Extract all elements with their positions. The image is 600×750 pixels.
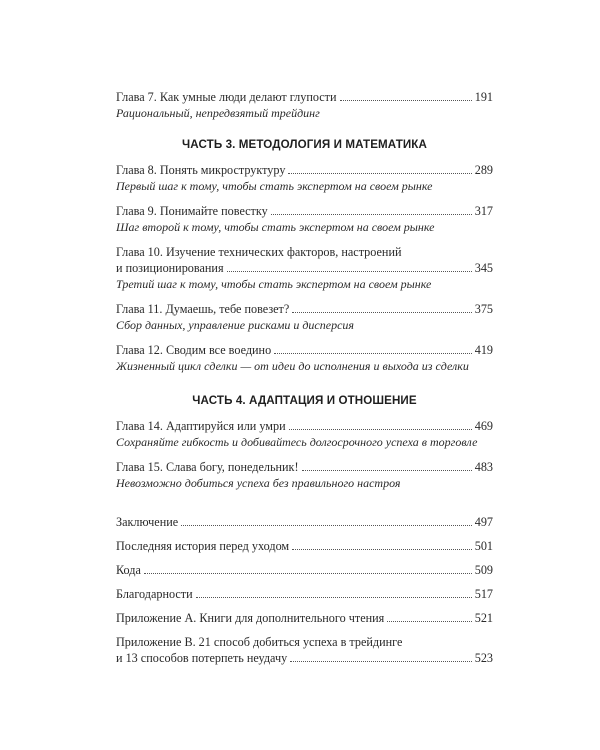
- leader-dots: [302, 469, 472, 471]
- entry-title: Последняя история перед уходом: [116, 539, 290, 553]
- toc-entry-chapter-12: [116, 342, 493, 374]
- page-number: 345: [474, 261, 493, 275]
- toc-entry-chapter-8: [116, 162, 493, 194]
- page-number: 521: [474, 611, 493, 625]
- chapter-title: Глава 15. Слава богу, понедельник!: [116, 460, 299, 474]
- chapter-subtitle: Невозможно добиться успеха без правильного настроя: [116, 476, 401, 490]
- entry-title: Кода: [116, 563, 141, 577]
- chapter-subtitle: Первый шаг к тому, чтобы стать экспертом на своем рынке: [116, 179, 433, 193]
- toc-entry-chapter-7: [116, 89, 493, 121]
- page-number: 483: [474, 460, 493, 474]
- entry-title: Заключение: [116, 515, 179, 529]
- leader-dots: [181, 524, 472, 526]
- toc-entry-coda: [116, 562, 493, 578]
- leader-dots: [292, 548, 472, 550]
- back-matter-list: [116, 514, 493, 666]
- leader-dots: [274, 352, 472, 354]
- chapter-subtitle: Жизненный цикл сделки — от идеи до исполнения и выхода из сделки: [116, 359, 469, 373]
- entry-title: Благодарности: [116, 587, 193, 601]
- leader-dots: [340, 99, 472, 101]
- chapter-title: Глава 8. Понять микроструктуру: [116, 163, 286, 177]
- part-4-heading: ЧАСТЬ 4. АДАПТАЦИЯ И ОТНОШЕНИЕ: [192, 394, 417, 407]
- chapter-title: Глава 7. Как умные люди делают глупости: [116, 90, 337, 104]
- toc-entry-last-story: [116, 538, 493, 554]
- page-number: 469: [474, 419, 493, 433]
- page-number: 501: [474, 539, 493, 553]
- entry-title: Приложение А. Книги для дополнительного чтения: [116, 611, 385, 625]
- chapter-title-line-1: Глава 10. Изучение технических факторов, настроений: [116, 245, 402, 259]
- leader-dots: [144, 572, 472, 574]
- chapter-subtitle: Третий шаг к тому, чтобы стать экспертом на своем рынке: [116, 277, 432, 291]
- leader-dots: [288, 172, 471, 174]
- toc-entry-chapter-9: [116, 203, 493, 235]
- chapter-title-line-2: и позиционирования: [116, 261, 224, 275]
- page-number: 497: [474, 515, 493, 529]
- part-3-heading: ЧАСТЬ 3. МЕТОДОЛОГИЯ И МАТЕМАТИКА: [182, 138, 427, 151]
- toc-entry-chapter-14: [116, 418, 493, 450]
- toc-entry-acknowledgements: [116, 586, 493, 602]
- page-number: 523: [474, 651, 493, 665]
- toc-entry-appendix-a: [116, 610, 493, 626]
- toc-entry-chapter-11: [116, 301, 493, 333]
- entry-title-line-1: Приложение В. 21 способ добиться успеха в трейдинге: [116, 635, 403, 649]
- leader-dots: [387, 620, 471, 622]
- entry-title-line-2: и 13 способов потерпеть неудачу: [116, 651, 288, 665]
- leader-dots: [290, 660, 472, 662]
- chapter-subtitle: Рациональный, непредвзятый трейдинг: [116, 106, 320, 120]
- page-number: 419: [474, 343, 493, 357]
- chapter-title: Глава 11. Думаешь, тебе повезет?: [116, 302, 290, 316]
- leader-dots: [271, 213, 472, 215]
- chapter-subtitle: Сохраняйте гибкость и добивайтесь долгосрочного успеха в торговле: [116, 435, 478, 449]
- page-number: 509: [474, 563, 493, 577]
- page-number: 317: [474, 204, 493, 218]
- chapter-subtitle: Шаг второй к тому, чтобы стать экспертом на своем рынке: [116, 220, 435, 234]
- page-number: 375: [474, 302, 493, 316]
- page-number: 191: [474, 90, 493, 104]
- table-of-contents: [116, 89, 493, 674]
- toc-entry-chapter-10: [116, 244, 493, 292]
- toc-entry-conclusion: [116, 514, 493, 530]
- chapter-title: Глава 9. Понимайте повестку: [116, 204, 268, 218]
- chapter-subtitle: Сбор данных, управление рисками и дисперсия: [116, 318, 354, 332]
- leader-dots: [292, 311, 471, 313]
- leader-dots: [289, 428, 472, 430]
- page-number: 517: [474, 587, 493, 601]
- leader-dots: [227, 270, 472, 272]
- leader-dots: [196, 596, 472, 598]
- chapter-title: Глава 14. Адаптируйся или умри: [116, 419, 286, 433]
- chapter-title: Глава 12. Сводим все воедино: [116, 343, 272, 357]
- toc-entry-appendix-b: [116, 634, 493, 666]
- page-number: 289: [474, 163, 493, 177]
- toc-entry-chapter-15: [116, 459, 493, 491]
